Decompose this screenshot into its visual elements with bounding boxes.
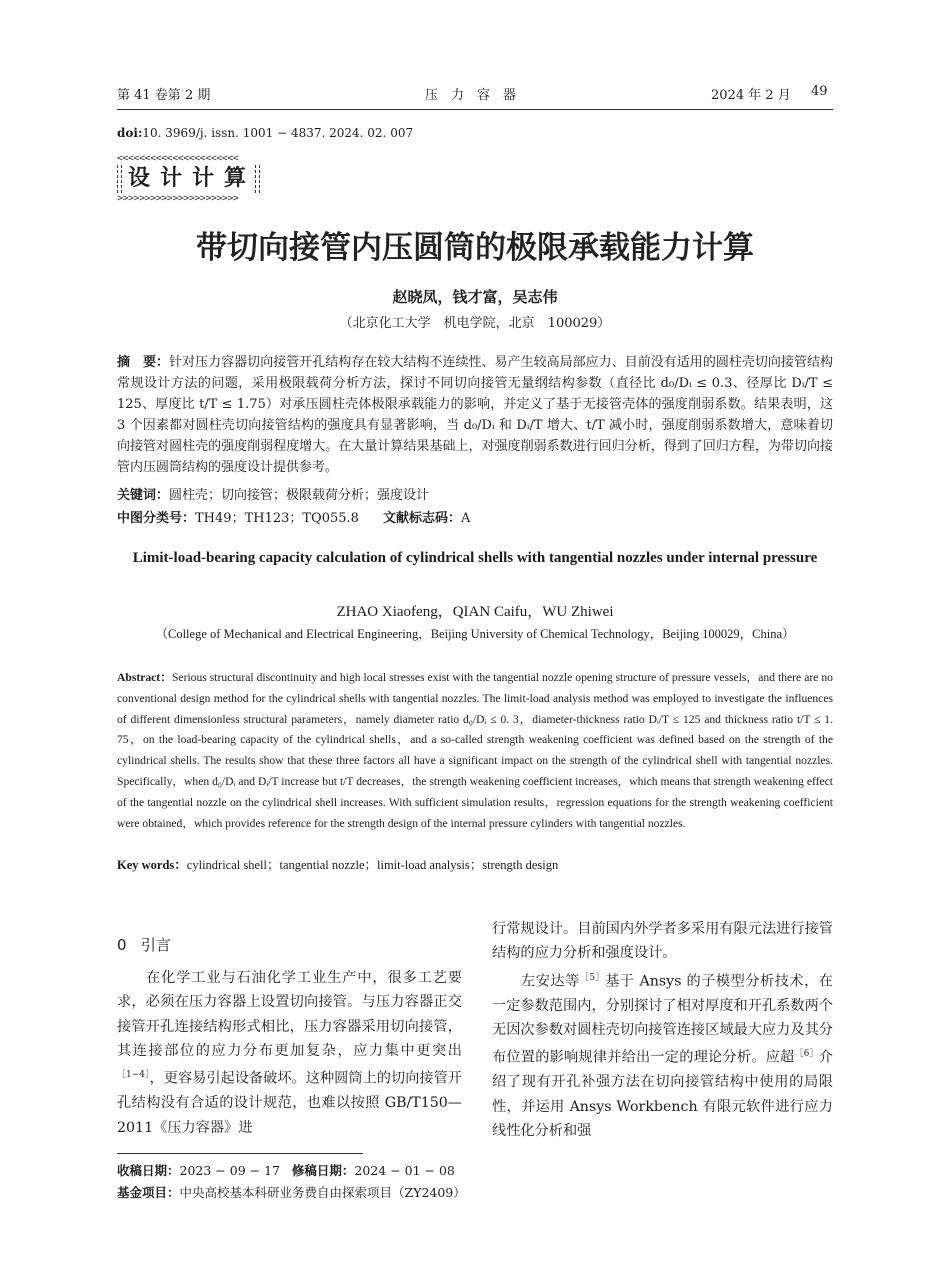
doi-value[interactable]: 10. 3969/j. issn. 1001 − 4837. 2024. 02. 007 — [142, 126, 414, 140]
fund-text: 中央高校基本科研业务费自由探索项目（ZY2409） — [179, 1185, 466, 1200]
column-box-right-border — [255, 165, 260, 193]
column-box-bottom-border: >>>>>>>>>>>>>>>>>>>>>> — [117, 194, 239, 204]
section-heading — [117, 934, 171, 955]
header-journal: 压 力 容 器 — [425, 88, 517, 103]
footnote-fund — [117, 1183, 466, 1201]
author-list: 赵晓凤，钱才富，吴志伟 — [392, 288, 558, 306]
document-code-label: 文献标志码： — [383, 511, 462, 526]
english-affiliation: （College of Mechanical and Electrical Engineering，Beijing University of Chemical Technology，Beijing 100029，China） — [155, 627, 795, 641]
keywords-en-label: Key words： — [117, 858, 187, 872]
clc-number — [117, 507, 359, 526]
body-left-text-a: 在化学工业与石油化学工业生产中，很多工艺要求，必须在压力容器上设置切向接管。与压力容器正交接管开孔连接结构形式相比，压力容器采用切向接管，其连接部位的应力分布更加复杂，应力集中更突出 — [117, 970, 462, 1059]
english-authors: ZHAO Xiaofeng，QIAN Caifu，WU Zhiwei — [336, 604, 614, 620]
revised-date: 2024 − 01 − 08 — [354, 1163, 455, 1178]
received-date: 2023 − 09 − 17 — [179, 1163, 280, 1178]
citation-ref-5[interactable]: ［5］ — [579, 972, 606, 983]
citation-ref-6[interactable]: ［6］ — [794, 1049, 819, 1060]
english-title: Limit-load-bearing capacity calculation of cylindrical shells with tangential nozzles under internal pressure — [132, 550, 818, 566]
footnote-rule — [117, 1153, 363, 1154]
header-volume: 第 41 卷第 2 期 — [117, 88, 211, 103]
column-box-top-border: <<<<<<<<<<<<<<<<<<<<<< — [117, 154, 239, 164]
affiliation: （北京化工大学 机电学院，北京 100029） — [339, 316, 611, 331]
body-right-paragraph-2: 左安达等$^{[5]}$基于 Ansys 的子模型分析技术，在一定参数范围内，分别探讨了相对厚度和开孔系数两个无因次参数对圆柱壳切向接管连接区域最大应力及其分布位置的影响规律并给出一定的理论分析。应超$^{[6]}$介绍了现有开孔补强方法在切向接管结构中使用的局限性，并运用 Ansys Workbench 有限元软件进行应力线性化分析和强 — [492, 972, 833, 1139]
header-date: 2024 年 2 月 — [711, 88, 791, 103]
clc-value: TH49；TH123；TQ055.8 — [195, 511, 359, 526]
abstract-en — [117, 668, 833, 834]
abstract-cn-label: 摘 要： — [117, 355, 170, 370]
abstract-en-label: Abstract： — [117, 671, 172, 684]
abstract-cn-text: 针对压力容器切向接管开孔结构存在较大结构不连续性、易产生较高局部应力、目前没有适用的圆柱壳切向接管结构常规设计方法的问题，采用极限载荷分析方法，探讨不同切向接管无量纲结构参数（直径比 d₀/Dᵢ ≤ 0.3、径厚比 Dᵢ/T ≤ 125、厚度比 t/T ≤ 1.75）对承压圆柱壳体极限承载能力的影响，并定义了基于无接管壳体的强度削弱系数。结果表明，这 3 个因素都对圆柱壳切向接管结构的强度具有显著影响，当 d₀/Dᵢ 和 Dᵢ/T 增大、t/T 减小时，强度削弱系数增大，意味着切向接管对圆柱壳的强度削弱程度增大。在大量计算结果基础上，对强度削弱系数进行回归分析，得到了回归方程，为带切向接管内压圆筒结构的强度设计提供参考。 — [117, 355, 833, 475]
received-label: 收稿日期： — [117, 1163, 180, 1178]
doi-line: doi:10. 3969/j. issn. 1001 − 4837. 2024. 02. 007 — [117, 126, 414, 140]
body-right-column — [492, 917, 833, 1143]
column-box-left-border — [117, 165, 122, 193]
fund-label: 基金项目： — [117, 1185, 180, 1200]
keywords-cn-text: 圆柱壳；切向接管；极限载荷分析；强度设计 — [169, 488, 430, 503]
keywords-en — [117, 855, 558, 873]
revised-label: 修稿日期： — [291, 1163, 355, 1178]
section-title: 引言 — [140, 936, 171, 954]
section-number: 0 — [117, 936, 127, 954]
abstract-en-text: Serious structural discontinuity and high local stresses exist with the tangential nozzle opening structure of pressure vessels，and there are no conventional design method for the cylindrical shells with tangential nozzles. The limit-load analysis method was employed to investigate the influences of different dimensionless structural parameters，namely diameter ratio d₀/Dᵢ ≤ 0. 3，diameter-thickness ratio Dᵢ/T ≤ 125 and thickness ratio t/T ≤ 1. 75，on the load-bearing capacity of the cylindrical shells，and a so-called strength weakening coefficient was defined based on the strength of the cylindrical shells. The results show that these three factors all have a significant impact on the strength of the cylindrical shell with tangential nozzles. Specifically，when d₀/Dᵢ and Dᵢ/T increase but t/T decreases，the strength weakening coefficient increases，which means that strength weakening effect of the tangential nozzle on the cylindrical shell increases. With sufficient simulation results，regression equations for the strength weakening coefficient were obtained，which provides reference for the strength design of the internal pressure cylinders with tangential nozzles. — [117, 671, 833, 830]
column-label: 设计计算 — [128, 166, 257, 191]
column-label-box — [117, 154, 261, 204]
body-right-paragraph-1: 行常规设计。目前国内外学者多采用有限元法进行接管结构的应力分析和强度设计。 — [492, 921, 833, 962]
clc-label: 中图分类号： — [117, 511, 196, 526]
document-code-value: A — [461, 511, 471, 526]
citation-ref-1-4[interactable]: ［1−4］ — [117, 1070, 150, 1081]
article-title: 带切向接管内压圆筒的极限承载能力计算 — [196, 230, 754, 266]
doi-label: doi — [117, 126, 138, 140]
keywords-en-text: cylindrical shell；tangential nozzle；limit-load analysis；strength design — [186, 858, 559, 872]
body-left-column — [117, 966, 462, 1140]
header-rule — [117, 109, 833, 110]
abstract-cn — [117, 352, 833, 478]
header-page-number: 49 — [811, 84, 828, 99]
footnote-dates — [117, 1161, 455, 1179]
keywords-cn-label: 关键词： — [117, 488, 170, 503]
keywords-cn — [117, 484, 429, 503]
body-left-text-b: ，更容易引起设备破坏。这种圆筒上的切向接管开孔结构没有合适的设计规范，也难以按照 GB/T150—2011《压力容器》进 — [117, 1070, 462, 1136]
document-code — [383, 507, 470, 526]
